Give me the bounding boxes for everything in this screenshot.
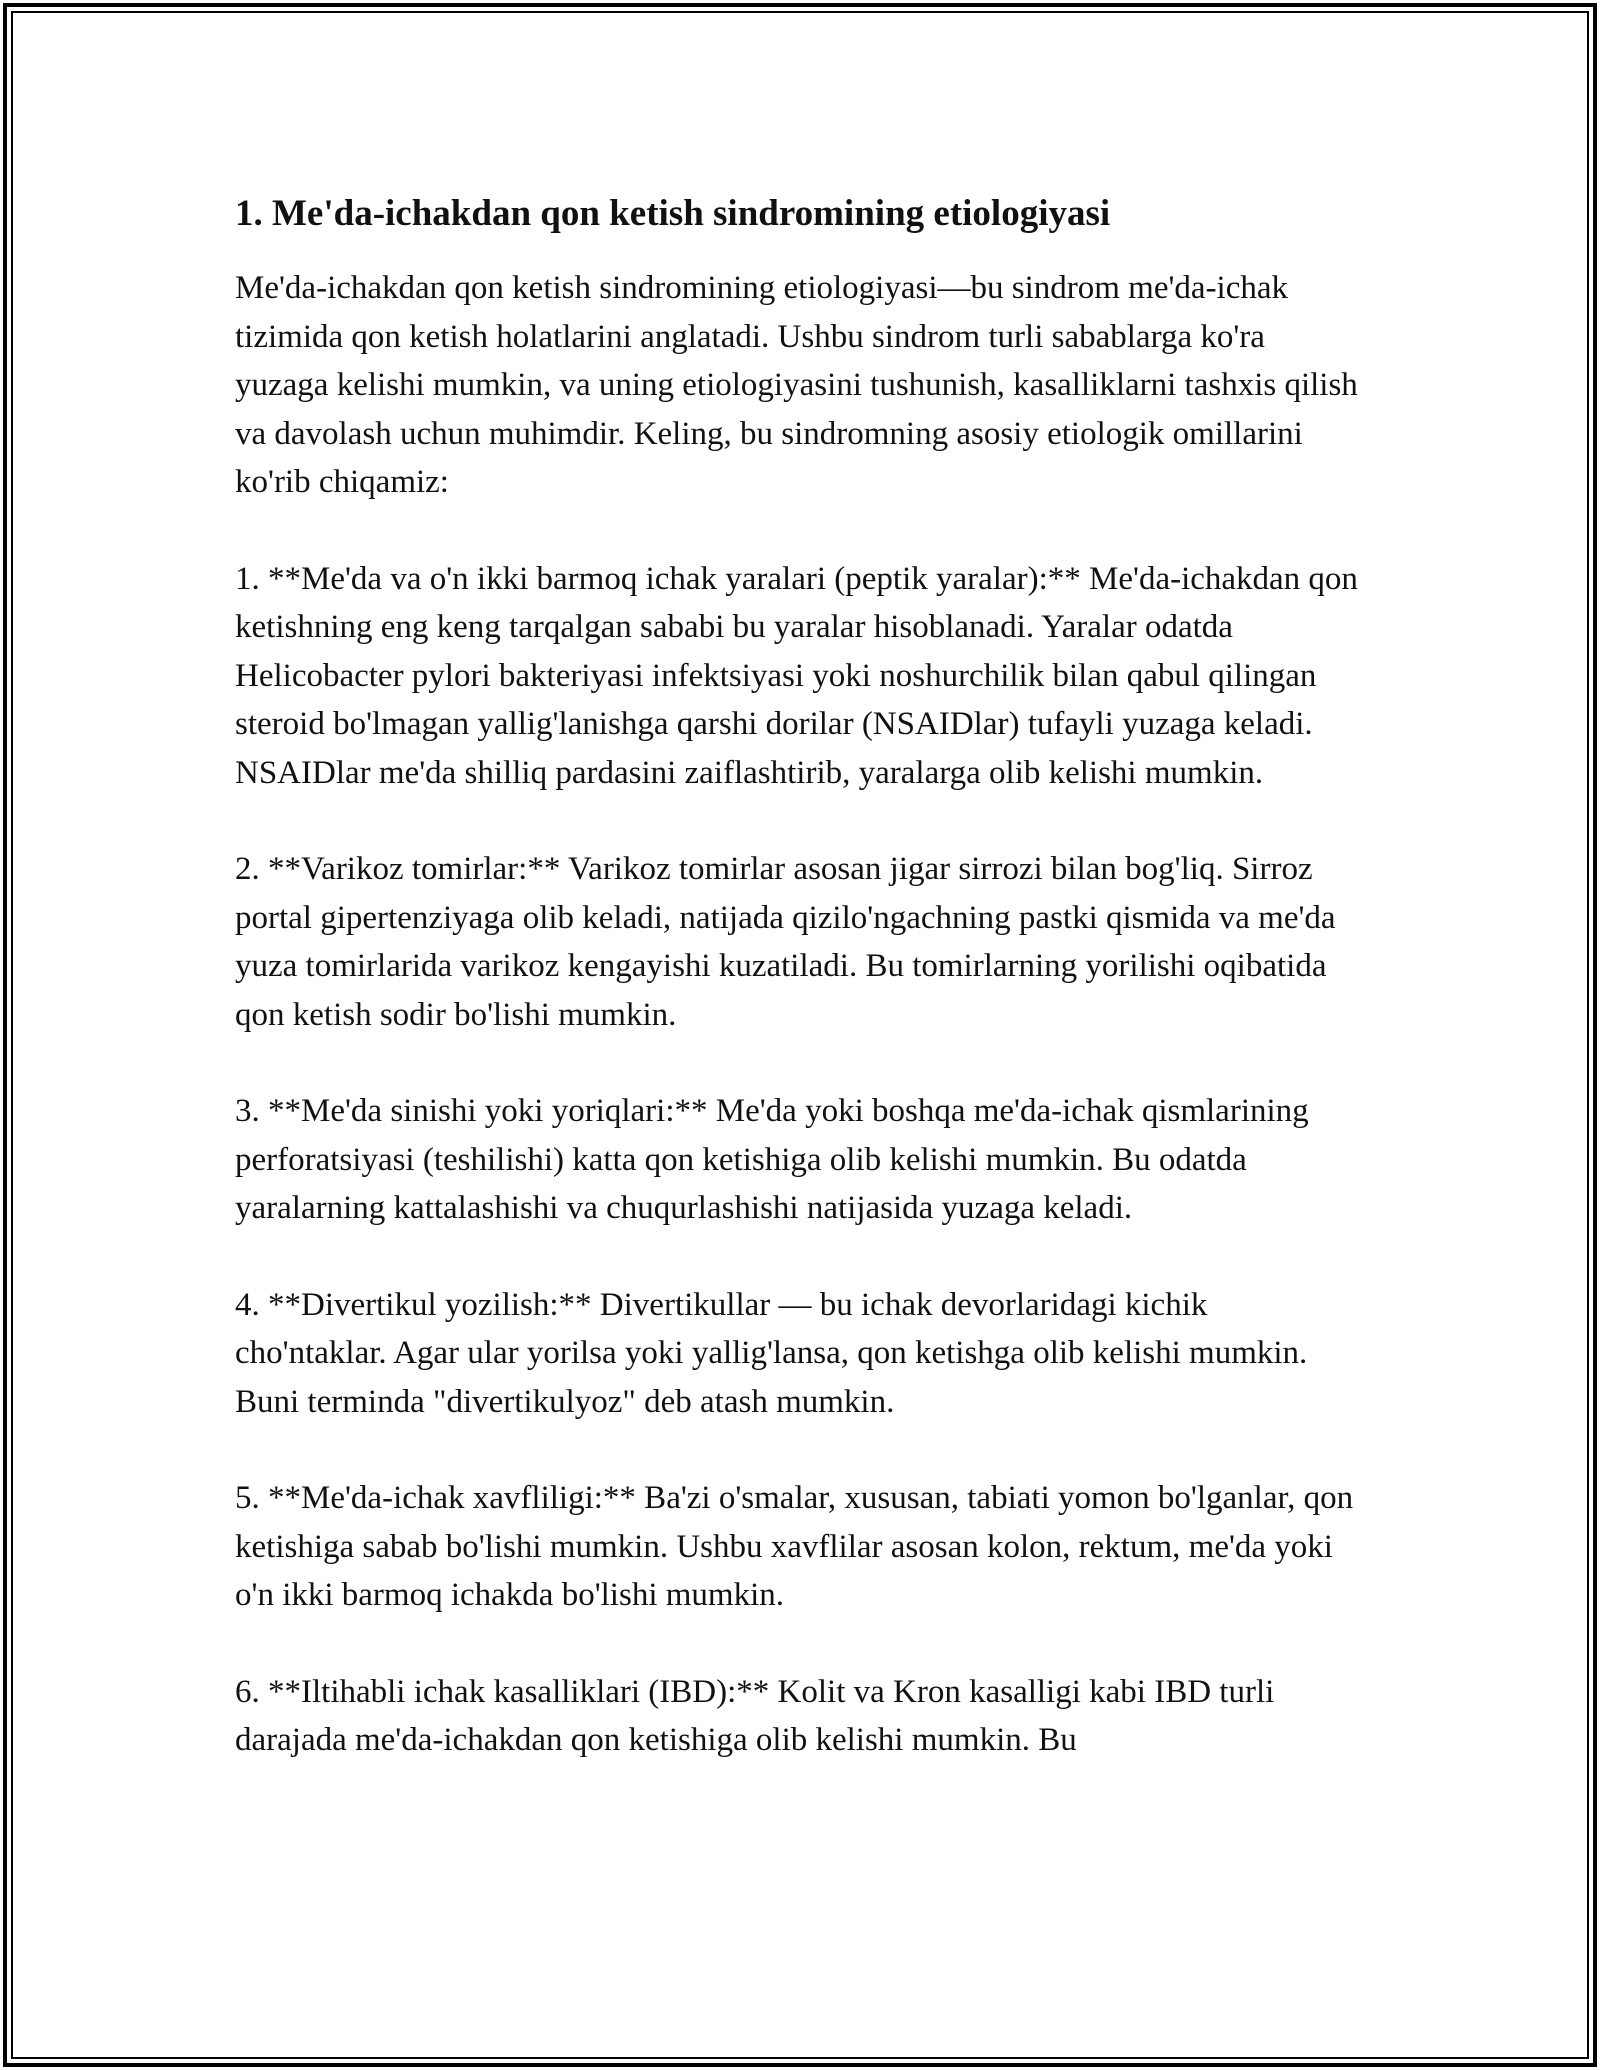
section-title: 1. Me'da-ichakdan qon ketish sindromining etiologiyasi [235, 193, 1111, 234]
list-item-perforation: 3. **Me'da sinishi yoki yoriqlari:** Me'da yoki boshqa me'da-ichak qismlarining perforatsiyasi (teshilishi) katta qon ketishiga olib kelishi mumkin. Bu odatda yaralarning kattalashishi va chuqurlashishi natijasida yuzaga keladi. [235, 1093, 1309, 1226]
list-item-ibd: 6. **Iltihabli ichak kasalliklari (IBD):** Kolit va Kron kasalligi kabi IBD turli darajada me'da-ichakdan qon ketishiga olib kelishi mumkin. Bu [235, 1673, 1275, 1758]
document-body [235, 188, 1365, 1765]
list-item-varicose-veins: 2. **Varikoz tomirlar:** Varikoz tomirlar asosan jigar sirrozi bilan bog'liq. Sirroz portal gipertenziyaga olib keladi, natijada qizilo'ngachning pastki qismida va me'da yuza tomirlarida varikoz kengayishi kuzatiladi. Bu tomirlarning yorilishi oqibatida qon ketish sodir bo'lishi mumkin. [235, 851, 1336, 1033]
list-item-malignancy: 5. **Me'da-ichak xavfliligi:** Ba'zi o'smalar, xususan, tabiati yomon bo'lganlar, qon ketishiga sabab bo'lishi mumkin. Ushbu xavflilar asosan kolon, rektum, me'da yoki o'n ikki barmoq ichakda bo'lishi mumkin. [235, 1480, 1354, 1613]
list-item-peptic-ulcers: 1. **Me'da va o'n ikki barmoq ichak yaralari (peptik yaralar):** Me'da-ichakdan qon ketishning eng keng tarqalgan sababi bu yaralar hisoblanadi. Yaralar odatda Helicobacter pylori bakteriyasi infektsiyasi yoki noshurchilik bilan qabul qilingan steroid bo'lmagan yallig'lanishga qarshi dorilar (NSAIDlar) tufayli yuzaga keladi. NSAIDlar me'da shilliq pardasini zaiflashtirib, yaralarga olib kelishi mumkin. [235, 560, 1358, 791]
intro-paragraph: Me'da-ichakdan qon ketish sindromining etiologiyasi—bu sindrom me'da-ichak tizimida qon ketish holatlarini anglatadi. Ushbu sindrom turli sabablarga ko'ra yuzaga kelishi mumkin, va uning etiologiyasini tushunish, kasalliklarni tashxis qilish va davolash uchun muhimdir. Keling, bu sindromning asosiy etiologik omillarini ko'rib chiqamiz: [235, 270, 1358, 500]
list-item-diverticula: 4. **Divertikul yozilish:** Divertikullar — bu ichak devorlaridagi kichik cho'ntaklar. Agar ular yorilsa yoki yallig'lansa, qon ketishga olib kelishi mumkin. Buni terminda "divertikulyoz" deb atash mumkin. [235, 1286, 1308, 1420]
